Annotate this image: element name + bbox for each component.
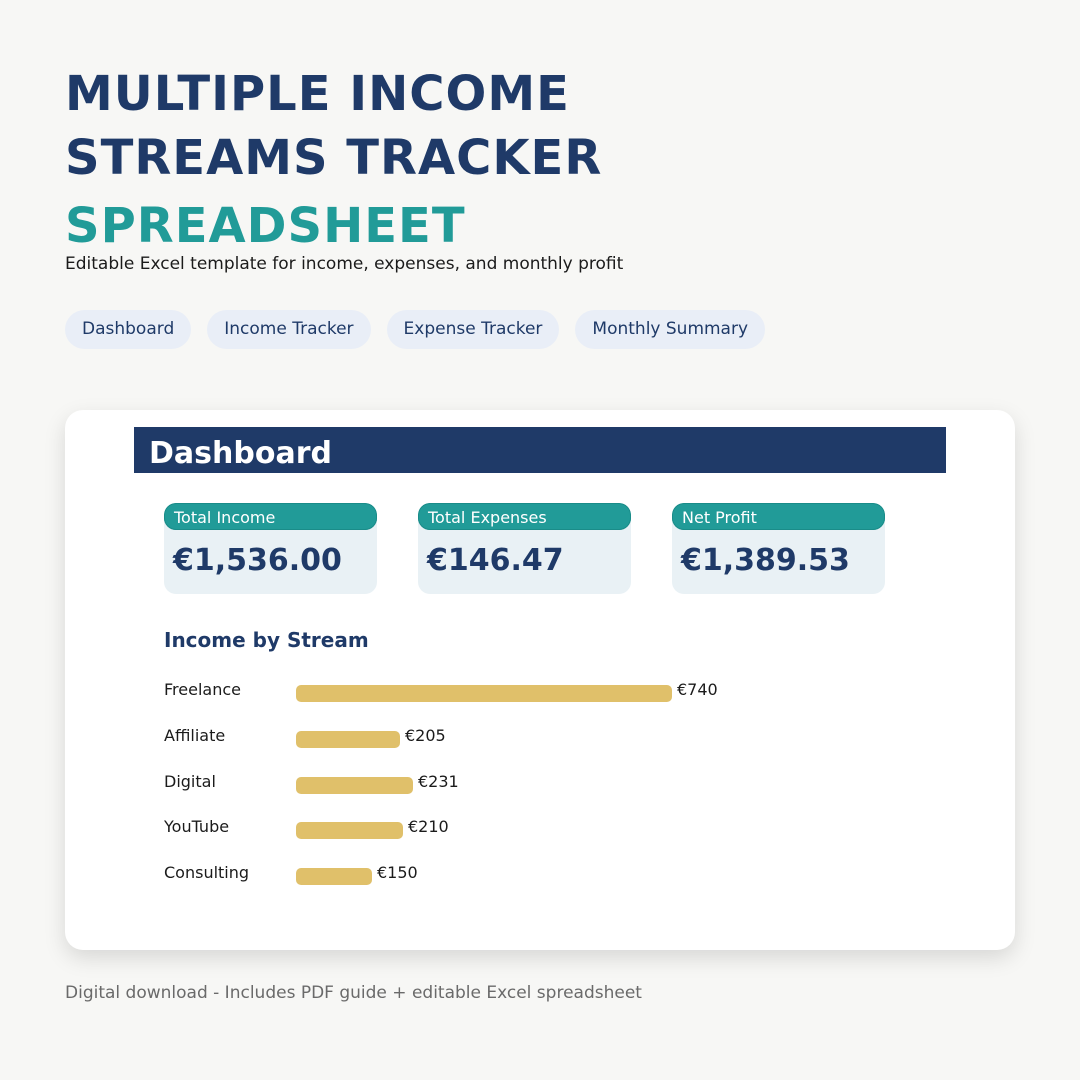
title-line-2: STREAMS TRACKER	[65, 130, 603, 186]
kpi-total-expenses	[418, 503, 631, 594]
bar	[296, 731, 400, 748]
bar-row	[164, 817, 864, 841]
bar-value-label: €205	[405, 725, 446, 745]
footer-note: Digital download - Includes PDF guide + editable Excel spreadsheet	[65, 983, 642, 1003]
bar-label: Freelance	[164, 680, 241, 699]
title-line-1: MULTIPLE INCOME	[65, 66, 570, 122]
dashboard-card	[65, 410, 1015, 950]
kpi-value: €1,536.00	[173, 543, 342, 578]
bar-row	[164, 726, 864, 750]
kpi-label: Total Income	[164, 503, 377, 530]
bar-value-label: €740	[677, 680, 718, 699]
tag-monthly-summary: Monthly Summary	[575, 310, 765, 349]
tag-dashboard: Dashboard	[65, 310, 191, 349]
feature-tags	[65, 310, 765, 349]
subtitle: Editable Excel template for income, expenses, and monthly profit	[65, 254, 624, 274]
bar	[296, 685, 672, 702]
chart-title: Income by Stream	[164, 628, 369, 652]
bar	[296, 777, 413, 794]
kpi-label: Total Expenses	[418, 503, 631, 530]
bar-label: YouTube	[164, 817, 230, 837]
title-accent: SPREADSHEET	[65, 198, 466, 254]
bar	[296, 868, 372, 885]
bar-row	[164, 863, 864, 887]
kpi-value: €146.47	[427, 543, 564, 578]
kpi-label: Net Profit	[672, 503, 885, 530]
bar	[296, 822, 403, 839]
bar-value-label: €210	[408, 817, 449, 837]
kpi-total-income	[164, 503, 377, 594]
dashboard-header: Dashboard	[134, 427, 946, 473]
tag-expense-tracker: Expense Tracker	[387, 310, 560, 349]
tag-income-tracker: Income Tracker	[207, 310, 370, 349]
bar-label: Digital	[164, 771, 216, 791]
kpi-net-profit	[672, 503, 885, 594]
bar-value-label: €150	[377, 863, 418, 883]
bar-row	[164, 772, 864, 796]
bar-value-label: €231	[418, 771, 459, 791]
bar-row	[164, 680, 864, 704]
page-title	[65, 62, 602, 258]
kpi-value: €1,389.53	[681, 543, 850, 578]
bar-label: Consulting	[164, 863, 250, 883]
bar-label: Affiliate	[164, 725, 226, 745]
